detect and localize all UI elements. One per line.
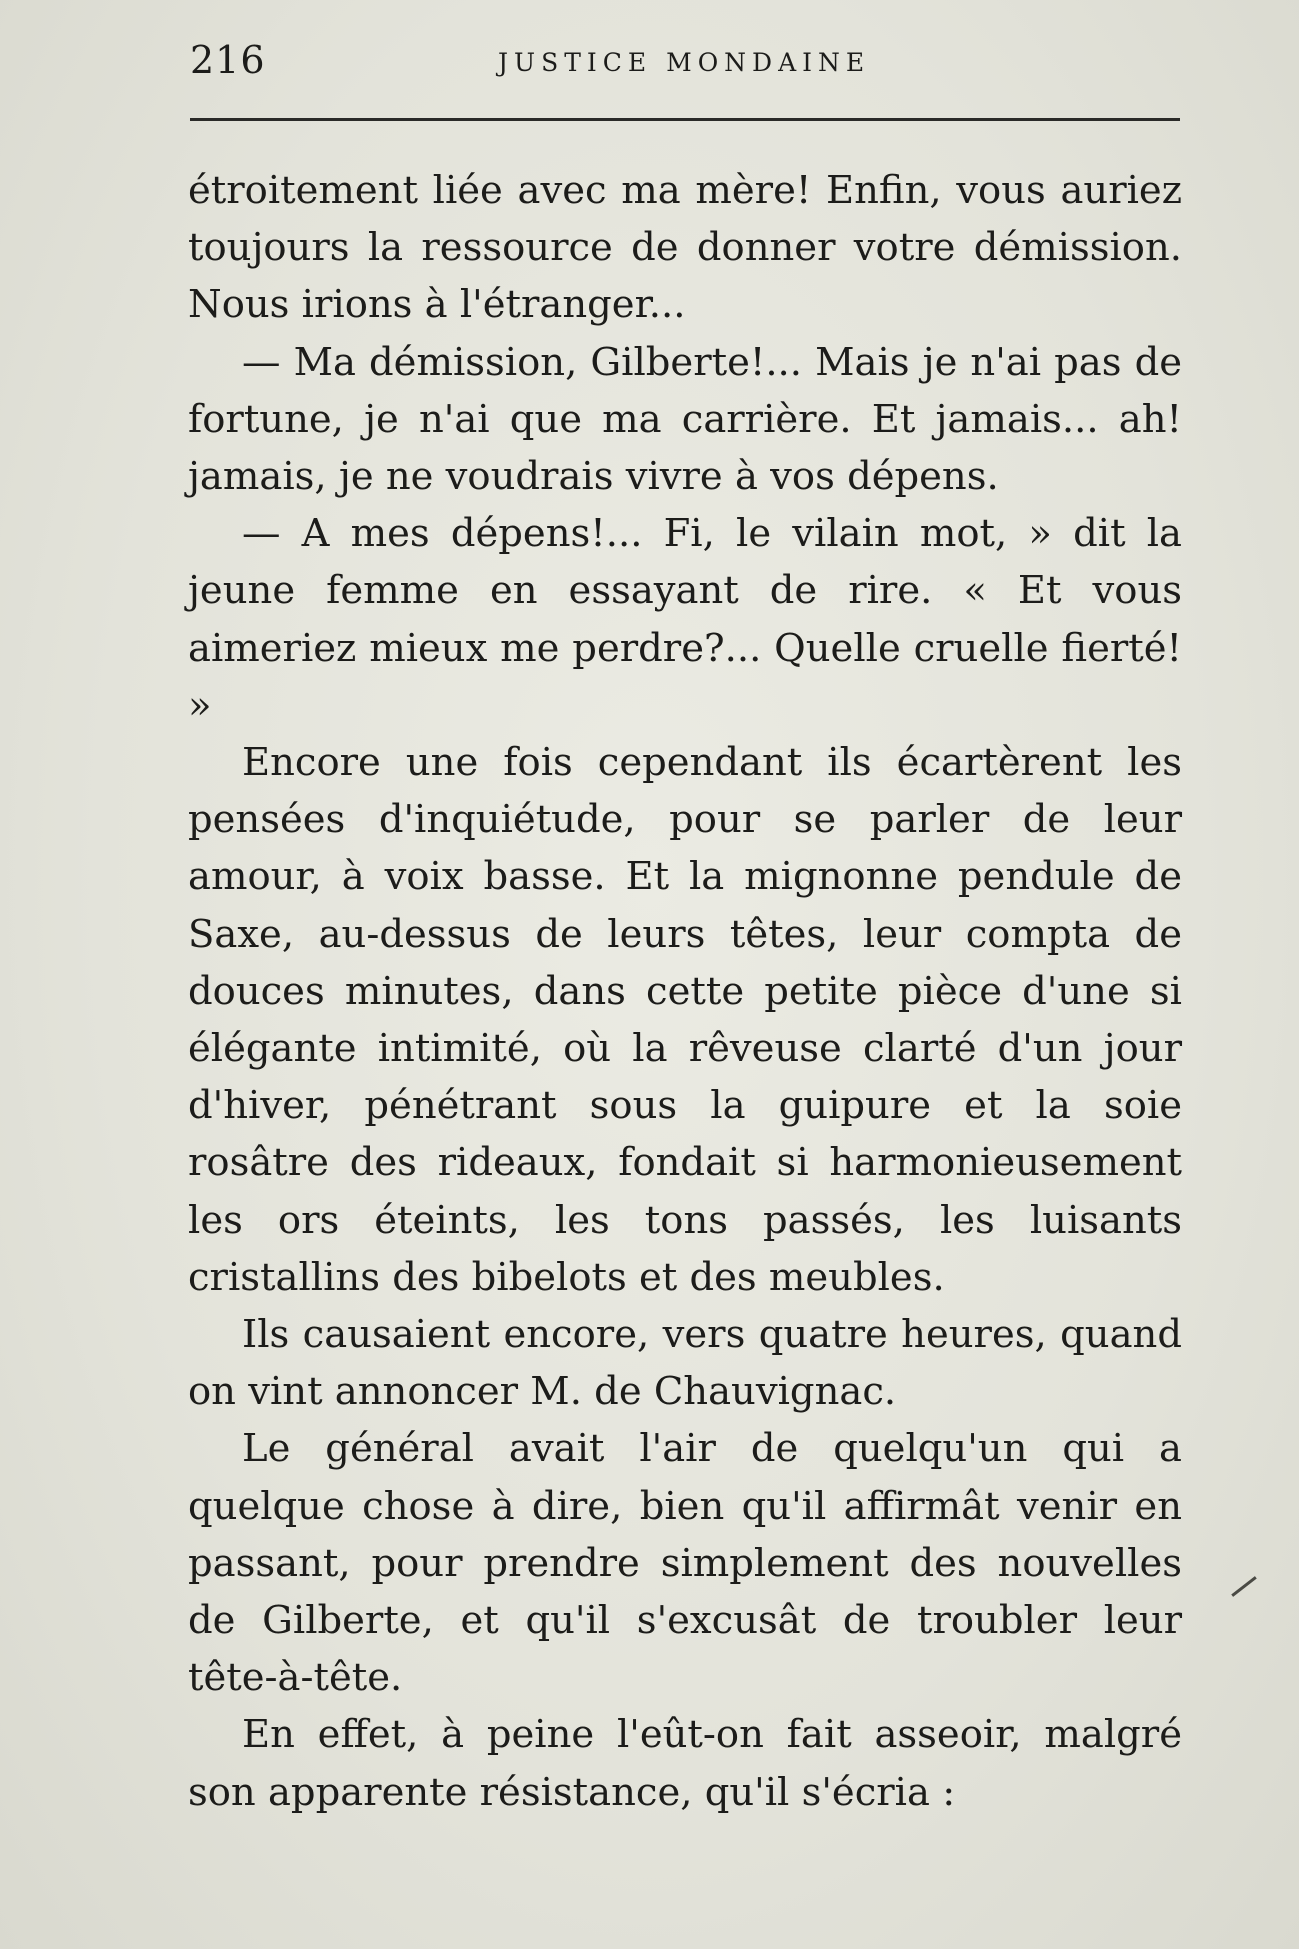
pencil-mark <box>1231 1576 1256 1597</box>
paragraph-dialogue: — A mes dépens!... Fi, le vilain mot, » dit la jeune femme en essayant de rire. « Et vous aimeriez mieux me perdre?... Quelle cruelle fierté! » <box>188 511 1182 728</box>
paragraph-continued: étroitement liée avec ma mère! Enfin, vous auriez toujours la ressource de donner votre démission. Nous irions à l'étranger... <box>188 168 1182 328</box>
body-text <box>188 162 1182 1821</box>
page-number: 216 <box>190 38 266 82</box>
paragraph: Encore une fois cependant ils écartèrent les pensées d'inquiétude, pour se parler de leur amour, à voix basse. Et la mignonne pendule de Saxe, au-dessus de leurs têtes, leur compta de douces minutes, dans cette petite pièce d'une si élégante intimité, où la rêveuse clarté d'un jour d'hiver, pénétrant sous la guipure et la soie rosâtre des rideaux, fondait si harmonieusement les ors éteints, les tons passés, les luisants cristallins des bibelots et des meubles. <box>188 740 1182 1300</box>
header-rule <box>190 118 1180 121</box>
paragraph-dialogue: — Ma démission, Gilberte!... Mais je n'ai pas de fortune, je n'ai que ma carrière. Et jamais... ah! jamais, je ne voudrais vivre à vos dépens. <box>188 339 1182 500</box>
book-title: JUSTICE MONDAINE <box>498 48 871 77</box>
paragraph: En effet, à peine l'eût-on fait asseoir, malgré son apparente résistance, qu'il s'écria : <box>188 1712 1182 1815</box>
paragraph: Le général avait l'air de quelqu'un qui a quelque chose à dire, bien qu'il affirmât venir en passant, pour prendre simplement des nouvelles de Gilberte, et qu'il s'excusât de troubler leur tête-à-tête. <box>188 1426 1182 1701</box>
paragraph: Ils causaient encore, vers quatre heures, quand on vint annoncer M. de Chauvignac. <box>188 1312 1182 1415</box>
running-head <box>190 38 1190 88</box>
